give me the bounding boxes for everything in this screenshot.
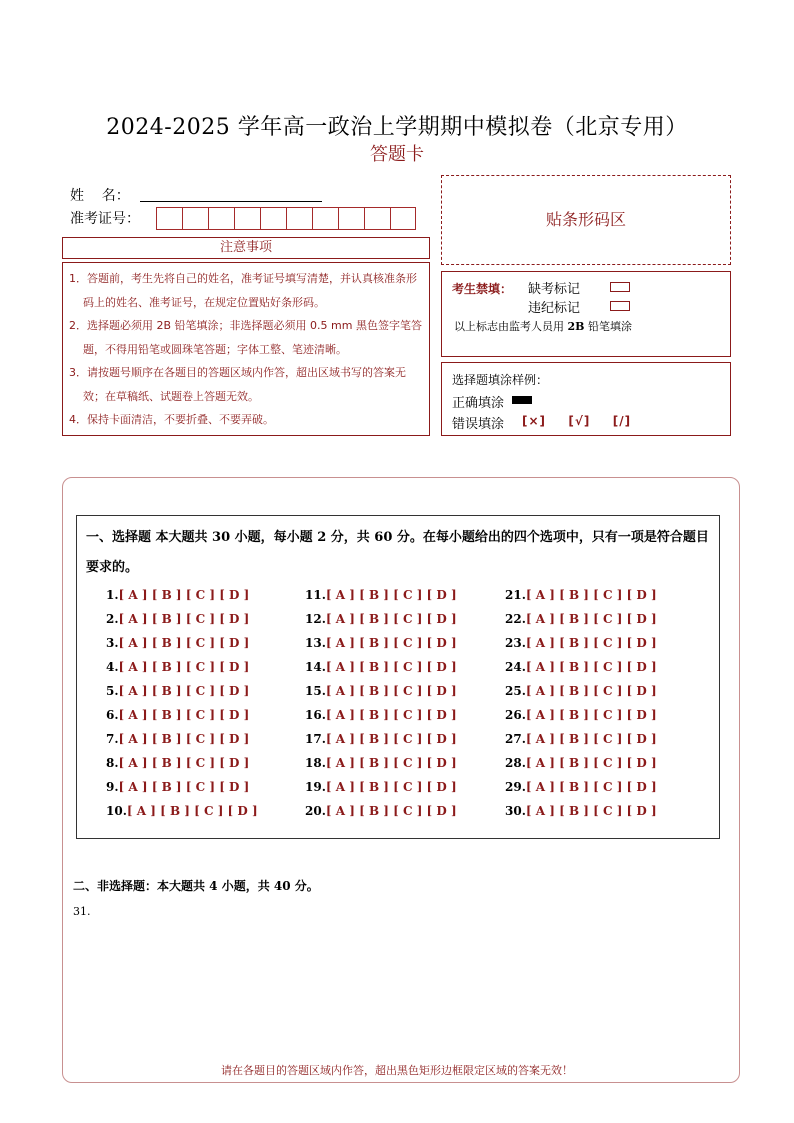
choice-question xyxy=(305,636,457,650)
answer-options[interactable]: [ A ] [ B ] [ C ] [ D ] xyxy=(118,684,250,698)
answer-options[interactable]: [ A ] [ B ] [ C ] [ D ] xyxy=(118,660,250,674)
choice-question xyxy=(505,804,657,818)
notice-item: 2．选择题必须用 2B 铅笔填涂；非选择题必须用 0.5 mm 黑色签字笔答题，不得用铅笔或圆珠笔答题；字体工整、笔迹清晰。 xyxy=(69,319,422,356)
question-number: 10. xyxy=(106,804,127,818)
wrong-fill-marks: [×] [√] [/] xyxy=(522,414,632,428)
violation-mark-box[interactable] xyxy=(610,301,630,311)
choice-question xyxy=(305,684,457,698)
question-number: 5. xyxy=(106,684,119,698)
notice-item: 4．保持卡面清洁，不要折叠、不要弄破。 xyxy=(69,413,274,426)
exam-id-boxes[interactable] xyxy=(156,207,416,230)
choice-question xyxy=(305,780,457,794)
violation-mark-label: 违纪标记 xyxy=(528,301,581,316)
page-title: 2024-2025 学年高一政治上学期期中模拟卷（北京专用） xyxy=(106,115,688,140)
absent-mark-label: 缺考标记 xyxy=(528,282,581,297)
choice-question xyxy=(305,756,457,770)
page-subtitle: 答题卡 xyxy=(370,144,424,165)
id-digit-box[interactable] xyxy=(286,207,312,230)
question-number: 7. xyxy=(106,732,119,746)
choice-question xyxy=(106,708,249,722)
question-number: 14. xyxy=(305,660,326,674)
choice-question xyxy=(505,684,657,698)
question-number: 30. xyxy=(505,804,526,818)
choice-question xyxy=(505,636,657,650)
choice-question xyxy=(106,804,258,818)
notice-item: 1．答题前，考生先将自己的姓名，准考证号填写清楚，并认真核准条形码上的姓名、准考证号，在规定位置贴好条形码。 xyxy=(69,272,417,309)
examiner-note xyxy=(454,318,632,334)
choice-question xyxy=(305,612,457,626)
examiner-note-suffix: 铅笔填涂 xyxy=(584,320,632,333)
choice-question xyxy=(305,732,457,746)
notice-header: 注意事项 xyxy=(62,237,430,259)
choice-question xyxy=(106,636,249,650)
answer-options[interactable]: [ A ] [ B ] [ C ] [ D ] xyxy=(325,756,457,770)
question-number: 27. xyxy=(505,732,526,746)
question-number: 12. xyxy=(305,612,326,626)
question-number: 15. xyxy=(305,684,326,698)
question-number: 20. xyxy=(305,804,326,818)
answer-options[interactable]: [ A ] [ B ] [ C ] [ D ] xyxy=(525,756,657,770)
barcode-area: 贴条形码区 xyxy=(441,175,731,265)
question-number: 13. xyxy=(305,636,326,650)
answer-options[interactable]: [ A ] [ B ] [ C ] [ D ] xyxy=(325,708,457,722)
answer-options[interactable]: [ A ] [ B ] [ C ] [ D ] xyxy=(525,780,657,794)
id-digit-box[interactable] xyxy=(390,207,416,230)
choice-question xyxy=(106,660,249,674)
choice-question xyxy=(106,612,249,626)
correct-fill-label: 正确填涂 xyxy=(452,396,505,411)
answer-options[interactable]: [ A ] [ B ] [ C ] [ D ] xyxy=(525,588,657,602)
answer-options[interactable]: [ A ] [ B ] [ C ] [ D ] xyxy=(118,732,250,746)
answer-options[interactable]: [ A ] [ B ] [ C ] [ D ] xyxy=(525,804,657,818)
question-number: 1. xyxy=(106,588,119,602)
footer-note: 请在各题目的答题区域内作答，超出黑色矩形边框限定区域的答案无效！ xyxy=(221,1064,573,1077)
section2-title: 二、非选择题：本大题共 4 小题，共 40 分。 xyxy=(73,879,319,893)
answer-options[interactable]: [ A ] [ B ] [ C ] [ D ] xyxy=(325,660,457,674)
answer-options[interactable]: [ A ] [ B ] [ C ] [ D ] xyxy=(325,588,457,602)
answer-options[interactable]: [ A ] [ B ] [ C ] [ D ] xyxy=(525,660,657,674)
question-number: 23. xyxy=(505,636,526,650)
choice-question xyxy=(305,804,457,818)
examiner-only-box xyxy=(441,271,731,357)
question-number: 24. xyxy=(505,660,526,674)
answer-options[interactable]: [ A ] [ B ] [ C ] [ D ] xyxy=(118,780,250,794)
name-label: 姓 名： xyxy=(70,188,130,204)
id-digit-box[interactable] xyxy=(208,207,234,230)
examiner-note-bold: 2B xyxy=(567,320,585,333)
notice-box xyxy=(62,262,430,436)
answer-options[interactable]: [ A ] [ B ] [ C ] [ D ] xyxy=(525,612,657,626)
question-number: 28. xyxy=(505,756,526,770)
answer-options[interactable]: [ A ] [ B ] [ C ] [ D ] xyxy=(325,684,457,698)
choice-question xyxy=(305,708,457,722)
id-digit-box[interactable] xyxy=(312,207,338,230)
answer-options[interactable]: [ A ] [ B ] [ C ] [ D ] xyxy=(325,732,457,746)
id-digit-box[interactable] xyxy=(260,207,286,230)
answer-options[interactable]: [ A ] [ B ] [ C ] [ D ] xyxy=(118,708,250,722)
choice-question xyxy=(505,708,657,722)
choice-question xyxy=(106,588,249,602)
answer-options[interactable]: [ A ] [ B ] [ C ] [ D ] xyxy=(525,684,657,698)
answer-options[interactable]: [ A ] [ B ] [ C ] [ D ] xyxy=(525,636,657,650)
examiner-note-prefix: 以上标志由监考人员用 xyxy=(454,320,568,333)
question-number: 8. xyxy=(106,756,119,770)
id-digit-box[interactable] xyxy=(156,207,182,230)
choice-question xyxy=(505,732,657,746)
choice-question xyxy=(505,612,657,626)
answer-options[interactable]: [ A ] [ B ] [ C ] [ D ] xyxy=(325,804,457,818)
question-number: 21. xyxy=(505,588,526,602)
choice-question xyxy=(505,780,657,794)
answer-options[interactable]: [ A ] [ B ] [ C ] [ D ] xyxy=(118,588,250,602)
id-digit-box[interactable] xyxy=(338,207,364,230)
answer-options[interactable]: [ A ] [ B ] [ C ] [ D ] xyxy=(525,708,657,722)
question-number: 26. xyxy=(505,708,526,722)
answer-options[interactable]: [ A ] [ B ] [ C ] [ D ] xyxy=(118,636,250,650)
question-number: 18. xyxy=(305,756,326,770)
question-number: 25. xyxy=(505,684,526,698)
answer-options[interactable]: [ A ] [ B ] [ C ] [ D ] xyxy=(525,732,657,746)
examiner-only-label: 考生禁填： xyxy=(452,282,513,296)
id-digit-box[interactable] xyxy=(234,207,260,230)
answer-options[interactable]: [ A ] [ B ] [ C ] [ D ] xyxy=(325,636,457,650)
choice-question xyxy=(106,732,249,746)
choice-question xyxy=(305,588,457,602)
notice-item: 3．请按题号顺序在各题目的答题区域内作答，超出区域书写的答案无效；在草稿纸、试题卷上答题无效。 xyxy=(69,366,406,403)
choice-question xyxy=(505,756,657,770)
question-number: 6. xyxy=(106,708,119,722)
question-number: 2. xyxy=(106,612,119,626)
exam-id-label: 准考证号： xyxy=(70,211,140,227)
question-number: 19. xyxy=(305,780,326,794)
question-number: 16. xyxy=(305,708,326,722)
correct-fill-mark xyxy=(512,396,532,404)
choice-question xyxy=(305,660,457,674)
fill-sample-box xyxy=(441,362,731,436)
question-number: 9. xyxy=(106,780,119,794)
question-number: 3. xyxy=(106,636,119,650)
question-number: 22. xyxy=(505,612,526,626)
answer-options[interactable]: [ A ] [ B ] [ C ] [ D ] xyxy=(325,780,457,794)
choice-question xyxy=(505,660,657,674)
answer-options[interactable]: [ A ] [ B ] [ C ] [ D ] xyxy=(118,612,250,626)
question-number: 17. xyxy=(305,732,326,746)
question-number: 29. xyxy=(505,780,526,794)
choice-question xyxy=(106,780,249,794)
wrong-fill-label: 错误填涂 xyxy=(452,417,505,432)
answer-options[interactable]: [ A ] [ B ] [ C ] [ D ] xyxy=(126,804,258,818)
absent-mark-box[interactable] xyxy=(610,282,630,292)
fill-sample-title: 选择题填涂样例： xyxy=(452,373,549,387)
answer-options[interactable]: [ A ] [ B ] [ C ] [ D ] xyxy=(118,756,250,770)
section1-instructions: 一、选择题 本大题共 30 小题，每小题 2 分，共 60 分。在每小题给出的四个选项中，只有一项是符合题目要求的。 xyxy=(86,530,709,575)
question-31-label: 31. xyxy=(73,905,91,918)
choice-question xyxy=(106,684,249,698)
choice-question xyxy=(106,756,249,770)
id-digit-box[interactable] xyxy=(182,207,208,230)
choice-question xyxy=(505,588,657,602)
question-number: 11. xyxy=(305,588,326,602)
question-number: 4. xyxy=(106,660,119,674)
id-digit-box[interactable] xyxy=(364,207,390,230)
answer-options[interactable]: [ A ] [ B ] [ C ] [ D ] xyxy=(325,612,457,626)
name-field[interactable] xyxy=(140,201,322,202)
